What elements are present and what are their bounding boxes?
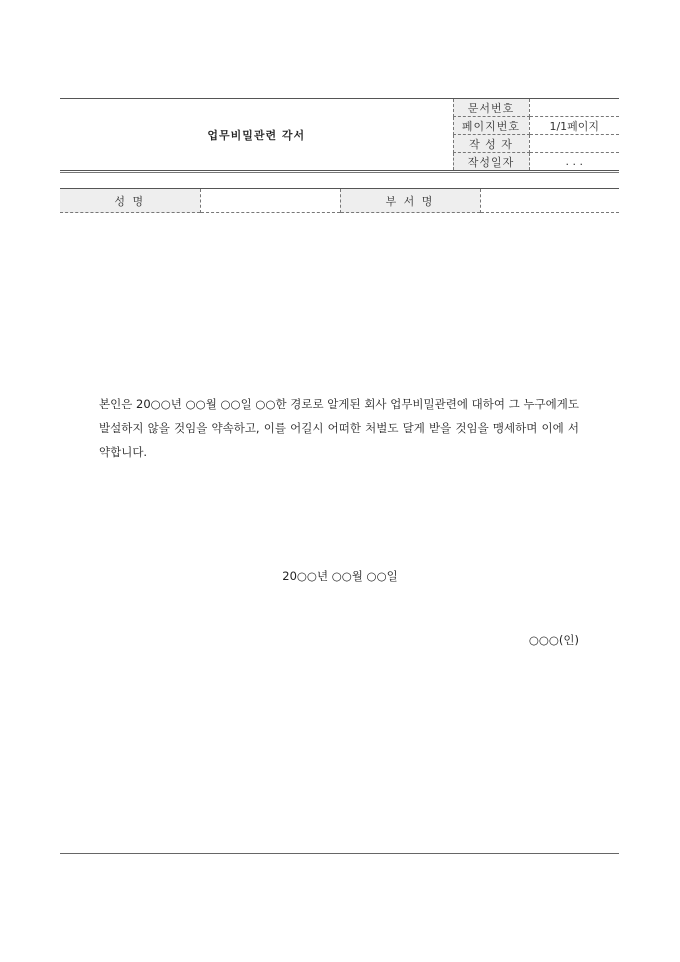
author-label: 작 성 자 (453, 135, 529, 153)
document-header (60, 98, 619, 171)
doc-number-label: 문서번호 (453, 99, 529, 117)
document-title: 업무비밀관련 각서 (207, 128, 306, 142)
name-field[interactable] (200, 189, 340, 213)
date-created-label: 작성일자 (453, 153, 529, 171)
header-divider (60, 172, 619, 173)
date-created-value: . . . (565, 155, 583, 168)
signature-line: ○○○(인) (528, 633, 579, 647)
department-field[interactable] (480, 189, 619, 213)
author-value (529, 135, 619, 153)
pledge-date: 20○○년 ○○월 ○○일 (282, 569, 398, 583)
page-number-value: 1/1페이지 (529, 117, 619, 135)
signer-info-table (60, 188, 619, 213)
pledge-body: 본인은 20○○년 ○○월 ○○일 ○○한 경로로 알게된 회사 업무비밀관련에 대하여 그 누구에게도 발설하지 않을 것임을 약속하고, 이를 어길시 어떠한 처벌도 달게 받을 것임을 맹세하며 이에 서약합니다. (99, 397, 579, 459)
name-label: 성 명 (60, 189, 200, 213)
page-number-label: 페이지번호 (453, 117, 529, 135)
footer-divider (60, 853, 619, 854)
department-label: 부 서 명 (340, 189, 480, 213)
doc-number-value (529, 99, 619, 117)
